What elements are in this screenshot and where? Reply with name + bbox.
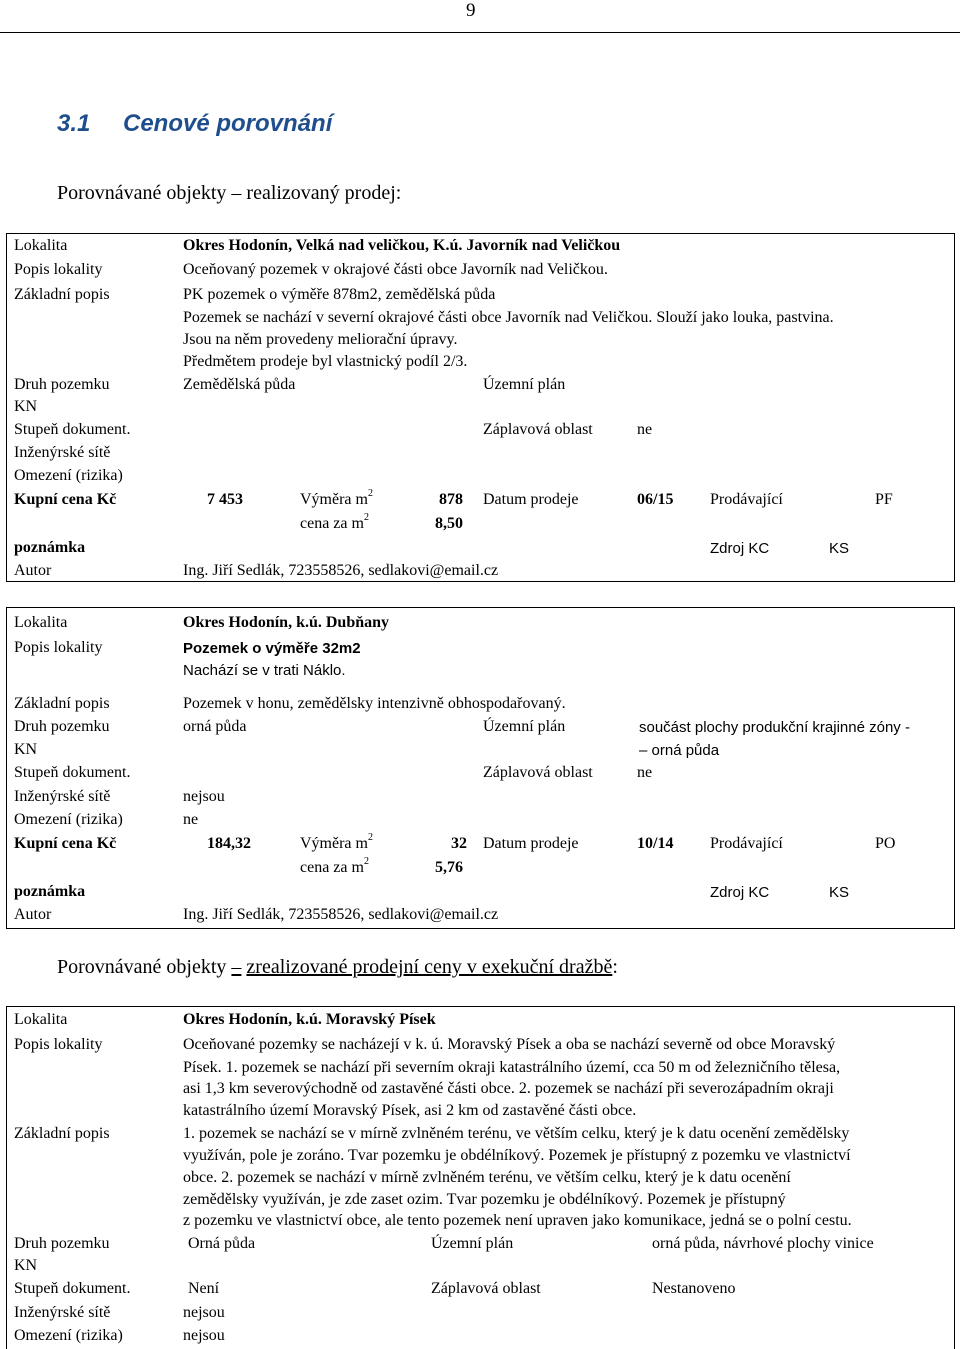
value-zdroj: KS [829,884,850,901]
label-zakladni-popis: Základní popis [14,1125,110,1142]
label-site: Inženýrské sítě [14,788,111,805]
label-datum: Datum prodeje [483,491,579,508]
value-zakladni-popis-line: využíván, pole je zoráno. Tvar pozemku je obdélníkový. Pozemek je přístupný z pozemku ve vlastnictví [183,1147,851,1164]
label-zaplavova: Záplavová oblast [431,1280,541,1297]
value-autor: Ing. Jiří Sedlák, 723558526, sedlakovi@email.cz [183,906,499,923]
label-kn: KN [14,1257,38,1274]
value-uzemni-plan: orná půda, návrhové plochy vinice [652,1235,874,1252]
label-kn: KN [14,398,38,415]
value-omezeni: ne [183,811,199,828]
value-druh-pozemku: Orná půda [188,1235,256,1252]
value-zakladni-popis-line: PK pozemek o výměře 878m2, zemědělská půda [183,286,496,303]
label-prodavajici: Prodávající [710,491,783,508]
value-autor: Ing. Jiří Sedlák, 723558526, sedlakovi@email.cz [183,562,499,579]
value-zaplavova: ne [637,764,653,781]
value-kupni-cena: 184,32 [207,835,251,852]
comparable-table-2 [6,607,955,929]
value-site: nejsou [183,1304,225,1321]
label-lokalita: Lokalita [14,614,68,631]
value-lokalita: Okres Hodonín, k.ú. Dubňany [183,614,390,631]
label-omezeni: Omezení (rizika) [14,1327,123,1344]
label-stupen: Stupeň dokument. [14,764,131,781]
value-popis-lokality-line: katastrálního území Moravský Písek, asi 2 km od zastavěné části obce. [183,1102,637,1119]
value-uzemni-plan-line: součást plochy produkční krajinné zóny - [639,719,910,736]
label-popis-lokality: Popis lokality [14,261,103,278]
label-zakladni-popis: Základní popis [14,286,110,303]
section-heading [57,110,332,138]
page-number: 9 [466,0,476,21]
label-zakladni-popis: Základní popis [14,695,110,712]
comparable-table-1 [6,233,955,582]
label-lokalita: Lokalita [14,1011,68,1028]
value-zakladni-popis: Pozemek v honu, zemědělsky intenzivně obhospodařovaný. [183,695,566,712]
label-cena-za-m2: cena za $m^2$ [300,855,369,876]
label-druh-pozemku: Druh pozemku [14,718,110,735]
label-zdroj: Zdroj KC [710,884,770,901]
comparable-table-3 [6,1006,955,1349]
value-prodavajici: PO [875,835,896,852]
value-lokalita: Okres Hodonín, Velká nad veličkou, K.ú. Javorník nad Veličkou [183,237,621,254]
value-zaplavova: ne [637,421,653,438]
label-stupen: Stupeň dokument. [14,421,131,438]
label-zdroj: Zdroj KC [710,540,770,557]
value-prodavajici: PF [875,491,893,508]
value-popis-lokality-line: Pozemek o výměře 32m2 [183,640,361,657]
label-druh-pozemku: Druh pozemku [14,1235,110,1252]
value-popis-lokality-line: asi 1,3 km severovýchodně od zastavěné části obce. 2. pozemek se nachází při severozápadním okraji [183,1080,834,1097]
value-zakladni-popis-line: z pozemku ve vlastnictví obce, ale tento pozemek není upraven jako komunikace, jedná se o polní cestu. [183,1212,852,1229]
label-site: Inženýrské sítě [14,1304,111,1321]
subheading-auction-sales: Porovnávané objekty – zrealizované prodejní ceny v exekuční dražbě: [57,956,618,978]
value-popis-lokality: Oceňovaný pozemek v okrajové části obce Javorník nad Veličkou. [183,261,608,278]
label-omezeni: Omezení (rizika) [14,467,123,484]
label-druh-pozemku: Druh pozemku [14,376,110,393]
value-uzemni-plan-line: – orná půda [639,742,720,759]
value-datum: 10/14 [637,835,674,852]
label-uzemni-plan: Územní plán [431,1235,514,1252]
value-popis-lokality-line: Oceňované pozemky se nacházejí v k. ú. Moravský Písek a oba se nachází severně od obce Moravský [183,1036,836,1053]
label-kupni-cena: Kupní cena Kč [14,835,117,852]
label-kn: KN [14,741,38,758]
value-lokalita: Okres Hodonín, k.ú. Moravský Písek [183,1011,436,1028]
value-cena-za-m2: 8,50 [435,515,463,532]
subheading-realized-sales: Porovnávané objekty – realizovaný prodej: [57,182,402,204]
label-site: Inženýrské sítě [14,444,111,461]
label-zaplavova: Záplavová oblast [483,421,593,438]
value-kupni-cena: 7 453 [207,491,243,508]
label-autor: Autor [14,906,52,923]
label-datum: Datum prodeje [483,835,579,852]
value-vymera: 878 [439,491,463,508]
value-zakladni-popis-line: Pozemek se nachází v severní okrajové části obce Javorník nad Veličkou. Slouží jako louka, pastvina. [183,309,834,326]
label-kupni-cena: Kupní cena Kč [14,491,117,508]
label-popis-lokality: Popis lokality [14,639,103,656]
value-datum: 06/15 [637,491,674,508]
label-poznamka: poznámka [14,539,86,556]
value-popis-lokality-line: Nachází se v trati Náklo. [183,662,346,679]
label-prodavajici: Prodávající [710,835,783,852]
value-vymera: 32 [451,835,467,852]
label-vymera: Výměra $m^2$ [300,831,373,852]
section-title: Cenové porovnání [123,110,333,137]
header-rule [0,32,960,33]
value-zakladni-popis-line: obce. 2. pozemek se nachází v mírně zvlněném terénu, ve větším celku, který je k datu ocenění [183,1169,791,1186]
label-omezeni: Omezení (rizika) [14,811,123,828]
value-stupen: Není [188,1280,220,1297]
value-zakladni-popis-line: 1. pozemek se nachází se v mírně zvlněném terénu, ve větším celku, který je k datu ocenění zemědělsky [183,1125,850,1142]
value-druh-pozemku: orná půda [183,718,247,735]
label-vymera: Výměra $m^2$ [300,487,373,508]
value-druh-pozemku: Zemědělská půda [183,376,296,393]
value-zakladni-popis-line: Jsou na něm provedeny meliorační úpravy. [183,331,458,348]
value-zdroj: KS [829,540,850,557]
label-poznamka: poznámka [14,883,86,900]
label-autor: Autor [14,562,52,579]
label-stupen: Stupeň dokument. [14,1280,131,1297]
label-cena-za-m2: cena za $m^2$ [300,511,369,532]
value-popis-lokality-line: Písek. 1. pozemek se nachází při severním okraji katastrálního území, cca 50 m od železničního tělesa, [183,1059,841,1076]
value-zakladni-popis-line: Předmětem prodeje byl vlastnický podíl 2/3. [183,353,468,370]
label-zaplavova: Záplavová oblast [483,764,593,781]
value-cena-za-m2: 5,76 [435,859,463,876]
label-uzemni-plan: Územní plán [483,376,566,393]
label-uzemni-plan: Územní plán [483,718,566,735]
value-zakladni-popis-line: zemědělsky využíván, je zde zaset ozim. Tvar pozemku je obdélníkový. Pozemek je přístupný [183,1191,786,1208]
value-omezeni: nejsou [183,1327,225,1344]
value-site: nejsou [183,788,225,805]
label-popis-lokality: Popis lokality [14,1036,103,1053]
section-number: 3.1 [57,110,91,137]
value-zaplavova: Nestanoveno [652,1280,736,1297]
label-lokalita: Lokalita [14,237,68,254]
